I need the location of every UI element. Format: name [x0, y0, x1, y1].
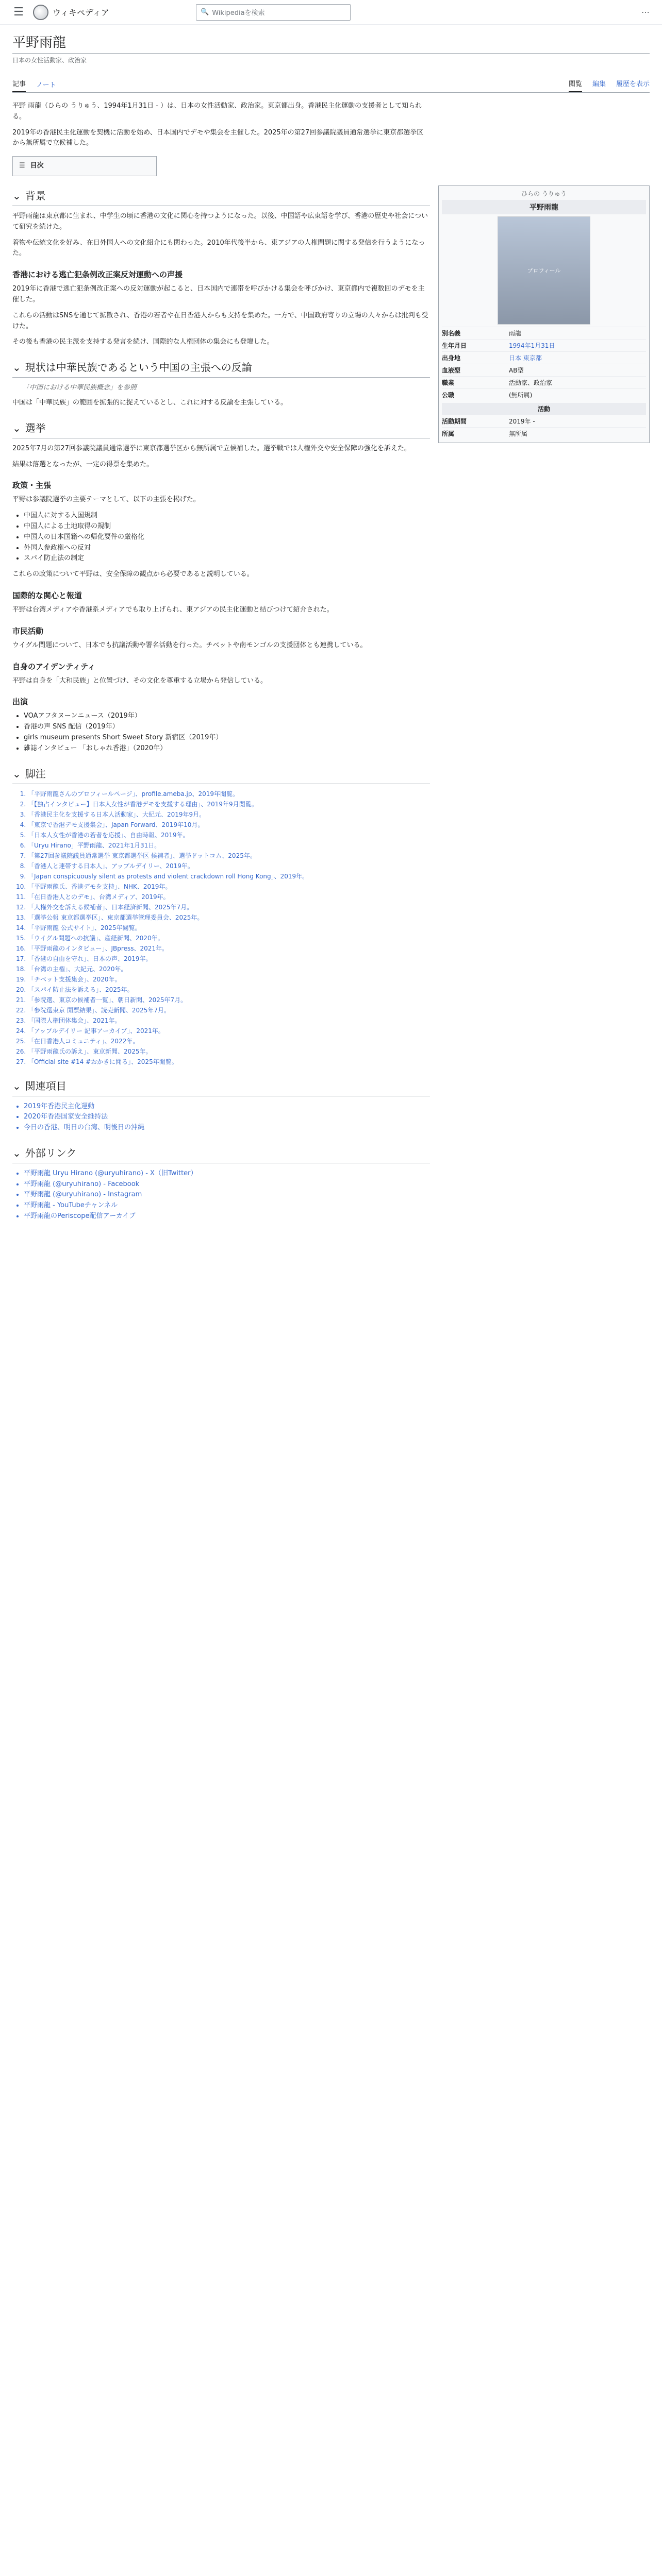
reference-item[interactable]: 7. 「第27回参議院議員通常選挙 東京都選挙区 候補者」、選挙ドットコム、2025年。	[28, 851, 430, 860]
reference-item[interactable]: 8. 「香港人と連帯する日本人」、アップルデイリー、2019年。	[28, 861, 430, 871]
section-heading[interactable]: ⌄ 外部リンク	[12, 1145, 430, 1163]
reference-item[interactable]: 23. 「国際人権団体集会」、2021年。	[28, 1016, 430, 1025]
paragraph: 2025年7月の第27回参議院議員通常選挙に東京都選挙区から無所属で立候補した。選挙戦では人権外交や安全保障の強化を訴えた。	[12, 444, 411, 452]
list-icon: ☰	[19, 162, 25, 170]
reference-item[interactable]: 13. 「選挙公報 東京都選挙区」、東京都選挙管理委員会、2025年。	[28, 913, 430, 922]
reference-item[interactable]: 12. 「人権外交を訴える候補者」、日本経済新聞、2025年7月。	[28, 903, 430, 912]
page-tabs	[12, 77, 650, 93]
reference-item[interactable]: 1. 「平野雨龍さんのプロフィールページ」、profile.ameba.jp、2019年閲覧。	[28, 789, 430, 799]
row-value: (無所属)	[509, 392, 533, 399]
subsection-heading: 政策・主張	[12, 481, 52, 490]
list-item[interactable]: • 平野雨龍のPeriscope配信アーカイブ	[24, 1211, 430, 1222]
paragraph: 2019年に香港で逃亡犯条例改正案への反対運動が起こると、日本国内で連帯を呼びかける集会を呼びかけ、東京都内で複数回のデモを主催した。	[12, 285, 425, 303]
reference-item[interactable]: 15. 「ウイグル問題への抗議」、産経新聞、2020年。	[28, 934, 430, 943]
top-bar	[0, 0, 662, 25]
tab-article[interactable]: 記事	[12, 78, 26, 92]
list-item[interactable]: • 今日の香港、明日の台湾、明後日の沖縄	[24, 1123, 430, 1133]
tab-tools	[569, 78, 650, 92]
paragraph: 平野雨龍は東京都に生まれ、中学生の頃に香港の文化に関心を持つようになった。以後、中国語や広東語を学び、香港の歴史や社会について研究を続けた。	[12, 212, 428, 231]
list-item: • 中国人による土地取得の規制	[24, 521, 430, 532]
chevron-down-icon: ⌄	[12, 1079, 21, 1092]
row-label: 所属	[442, 430, 455, 437]
list-item[interactable]: • 2020年香港国家安全維持法	[24, 1112, 430, 1123]
reference-item[interactable]: 26. 「平野雨龍氏の訴え」、東京新聞、2025年。	[28, 1047, 430, 1056]
reference-item[interactable]: 20. 「スパイ防止法を訴える」、2025年。	[28, 985, 430, 994]
paragraph: 中国は「中華民族」の範囲を拡張的に捉えているとし、これに対する反論を主張している。	[12, 398, 288, 406]
chevron-down-icon: ⌄	[12, 361, 21, 374]
list-item: • 中国人に対する入国規制	[24, 511, 430, 521]
reference-item[interactable]: 4. 「東京で香港デモ支援集会」、Japan Forward、2019年10月。	[28, 820, 430, 829]
reference-item[interactable]: 6. 「Uryu Hirano」平野雨龍、2021年1月31日。	[28, 841, 430, 850]
reference-item[interactable]: 11. 「在日香港人とのデモ」、台湾メディア、2019年。	[28, 892, 430, 902]
search-placeholder: Wikipediaを検索	[212, 9, 265, 17]
list-item[interactable]: • 平野雨龍 (@uryuhirano) - Instagram	[24, 1190, 430, 1200]
row-value: 無所属	[509, 430, 528, 437]
subsection-heading: 自身のアイデンティティ	[12, 662, 95, 671]
lead-paragraph: 平野 雨龍（ひらの うりゅう、1994年1月31日 - ）は、日本の女性活動家、政治家。東京都出身。香港民主化運動の支援者として知られる。	[12, 102, 422, 121]
infobox-row	[442, 415, 646, 427]
subsection-heading: 香港における逃亡犯条例改正案反対運動への声援	[12, 270, 183, 280]
paragraph: これらの活動はSNSを通じて拡散され、香港の若者や在日香港人からも支持を集めた。一方で、中国政府寄りの立場の人々からは批判も受けた。	[12, 311, 428, 330]
reference-item[interactable]: 17. 「香港の自由を守れ」、日本の声、2019年。	[28, 954, 430, 963]
infobox-section: 活動	[442, 403, 646, 415]
tab-read[interactable]: 閲覧	[569, 78, 582, 92]
row-value: 2019年 -	[509, 418, 535, 425]
row-label: 公職	[442, 392, 455, 399]
row-label: 活動期間	[442, 418, 467, 425]
chevron-down-icon: ⌄	[12, 1146, 21, 1159]
related-list	[12, 1101, 430, 1133]
toc-toggle[interactable]	[12, 156, 157, 176]
reference-item[interactable]: 18. 「台湾の主権」、大紀元、2020年。	[28, 964, 430, 974]
page-header	[12, 32, 650, 64]
reference-item[interactable]: 19. 「チベット支援集会」、2020年。	[28, 975, 430, 984]
infobox-row	[442, 327, 646, 339]
row-value: 1994年1月31日	[509, 342, 555, 349]
row-value: 雨龍	[509, 330, 522, 337]
section-heading[interactable]: ⌄ 背景	[12, 188, 430, 206]
reference-item[interactable]: 3. 「香港民主化を支援する日本人活動家」、大紀元、2019年9月。	[28, 810, 430, 819]
paragraph: 平野は自身を「大和民族」と位置づけ、その文化を尊重する立場から発信している。	[12, 676, 268, 685]
row-value: 活動家、政治家	[509, 379, 553, 386]
list-item: • スパイ防止法の制定	[24, 553, 430, 564]
search-icon: 🔍	[201, 8, 209, 16]
list-item[interactable]: • 平野雨龍 - YouTubeチャンネル	[24, 1200, 430, 1211]
infobox-row	[442, 388, 646, 401]
paragraph: 平野は参議院選挙の主要テーマとして、以下の主張を掲げた。	[12, 496, 200, 504]
list-item: • VOAアフタヌーンニュース（2019年）	[24, 711, 430, 722]
paragraph: これらの政策について平野は、安全保障の観点から必要であると説明している。	[12, 570, 254, 579]
list-item: • girls museum presents Short Sweet Story 新宿区（2019年）	[24, 733, 430, 743]
row-label: 血液型	[442, 367, 461, 374]
media-list	[12, 711, 430, 754]
tab-edit[interactable]: 編集	[592, 80, 606, 88]
chevron-down-icon: ⌄	[12, 189, 21, 202]
toc-label: 目次	[30, 162, 44, 170]
reference-item[interactable]: 5. 「日本人女性が香港の若者を応援」、自由時報、2019年。	[28, 831, 430, 840]
reference-item[interactable]: 24. 「アップルデイリー 記事アーカイブ」、2021年。	[28, 1026, 430, 1036]
reference-item[interactable]: 10. 「平野雨龍氏、香港デモを支持」、NHK、2019年。	[28, 882, 430, 891]
list-item[interactable]: • 2019年香港民主化運動	[24, 1101, 430, 1112]
wikipedia-globe-icon	[33, 5, 48, 20]
chevron-down-icon: ⌄	[12, 767, 21, 780]
infobox	[438, 185, 650, 443]
paragraph: 結果は落選となったが、一定の得票を集めた。	[12, 460, 154, 468]
infobox-row	[442, 364, 646, 376]
subsection-heading: 市民活動	[12, 626, 44, 636]
infobox-reading: ひらの うりゅう	[521, 190, 567, 197]
list-item[interactable]: • 平野雨龍 Uryu Hirano (@uryuhirano) - X（旧Twitter）	[24, 1168, 430, 1179]
section-heading[interactable]: ⌄ 関連項目	[12, 1078, 430, 1096]
reference-item[interactable]: 27. 「Official site #14 #おかきに聞る」、2025年閲覧。	[28, 1057, 430, 1066]
policy-list	[12, 511, 430, 564]
page-subtitle: 日本の女性活動家、政治家	[12, 57, 87, 64]
reference-item[interactable]: 14. 「平野雨龍 公式サイト」、2025年閲覧。	[28, 923, 430, 933]
page-title: 平野雨龍	[12, 32, 650, 54]
external-list	[12, 1168, 430, 1222]
list-item: • 香港の声 SNS 配信（2019年）	[24, 722, 430, 733]
reference-item[interactable]: 21. 「参院選、東京の候補者一覧」、朝日新聞、2025年7月。	[28, 995, 430, 1005]
tab-talk[interactable]: ノート	[36, 81, 56, 89]
list-item: • 外国人参政権への反対	[24, 543, 430, 554]
paragraph: 着物や伝統文化を好み、在日外国人への文化紹介にも関わった。2010年代後半から、東アジアの人権問題に関する発信を行うようになった。	[12, 239, 425, 258]
reference-list	[12, 789, 430, 1066]
hatnote-link[interactable]: 「中国における中華民族概念」を参照	[23, 384, 137, 392]
infobox-row	[442, 376, 646, 388]
paragraph: その後も香港の民主派を支持する発言を続け、国際的な人権団体の集会にも登壇した。	[12, 338, 274, 346]
list-item: • 雑誌インタビュー 「おしゃれ香港」（2020年）	[24, 743, 430, 754]
photo-caption: プロフィール	[527, 267, 561, 274]
reference-item[interactable]: 2. 「【独占インタビュー】日本人女性が香港デモを支援する理由」、2019年9月閲覧。	[28, 800, 430, 809]
reference-item[interactable]: 16. 「平野雨龍のインタビュー」、JBpress、2021年。	[28, 944, 430, 953]
more-icon[interactable]: ⋯	[641, 7, 650, 17]
section-heading[interactable]: ⌄ 脚注	[12, 766, 430, 784]
section-heading[interactable]: ⌄ 現状は中華民族であるという中国の主張への反論	[12, 359, 430, 378]
list-item: • 中国人の日本国籍への帰化要件の厳格化	[24, 532, 430, 543]
list-item[interactable]: • 平野雨龍 (@uryuhirano) - Facebook	[24, 1179, 430, 1190]
section-heading[interactable]: ⌄ 選挙	[12, 420, 430, 438]
infobox-row	[442, 339, 646, 351]
site-name: ウィキペディア	[53, 8, 109, 18]
menu-icon[interactable]: ☰	[13, 6, 24, 19]
row-label: 職業	[442, 379, 455, 386]
article-body	[12, 101, 430, 1227]
chevron-down-icon: ⌄	[12, 421, 21, 434]
search-input[interactable]	[196, 4, 351, 21]
subsection-heading: 国際的な関心と報道	[12, 590, 82, 600]
row-label: 出身地	[442, 354, 461, 362]
infobox-row	[442, 427, 646, 439]
row-value: AB型	[509, 367, 524, 374]
user-tools	[641, 7, 650, 17]
lead-paragraph: 2019年の香港民主化運動を契機に活動を始め、日本国内でデモや集会を主催した。2025年の第27回参議院議員通常選挙に東京都選挙区から無所属で立候補した。	[12, 128, 424, 147]
subsection-heading: 出演	[12, 697, 28, 707]
reference-item[interactable]: 25. 「在日香港人コミュニティ」、2022年。	[28, 1037, 430, 1046]
infobox-row	[442, 351, 646, 364]
portrait-image[interactable]	[498, 216, 590, 325]
reference-item[interactable]: 22. 「参院選東京 開票結果」、読売新聞、2025年7月。	[28, 1006, 430, 1015]
tab-history[interactable]: 履歴を表示	[616, 80, 650, 88]
site-logo[interactable]	[33, 5, 188, 20]
row-label: 生年月日	[442, 342, 467, 349]
paragraph: 平野は台湾メディアや香港系メディアでも取り上げられ、東アジアの民主化運動と結びつけて紹介された。	[12, 605, 334, 614]
infobox-name: 平野雨龍	[442, 200, 646, 214]
reference-item[interactable]: 9. 「Japan conspicuously silent as protests and violent crackdown roll Hong Kong」、2019年。	[28, 872, 430, 881]
row-value: 日本 東京都	[509, 354, 542, 362]
row-label: 別名義	[442, 330, 461, 337]
paragraph: ウイグル問題について、日本でも抗議活動や署名活動を行った。チベットや南モンゴルの支援団体とも連携している。	[12, 641, 367, 649]
